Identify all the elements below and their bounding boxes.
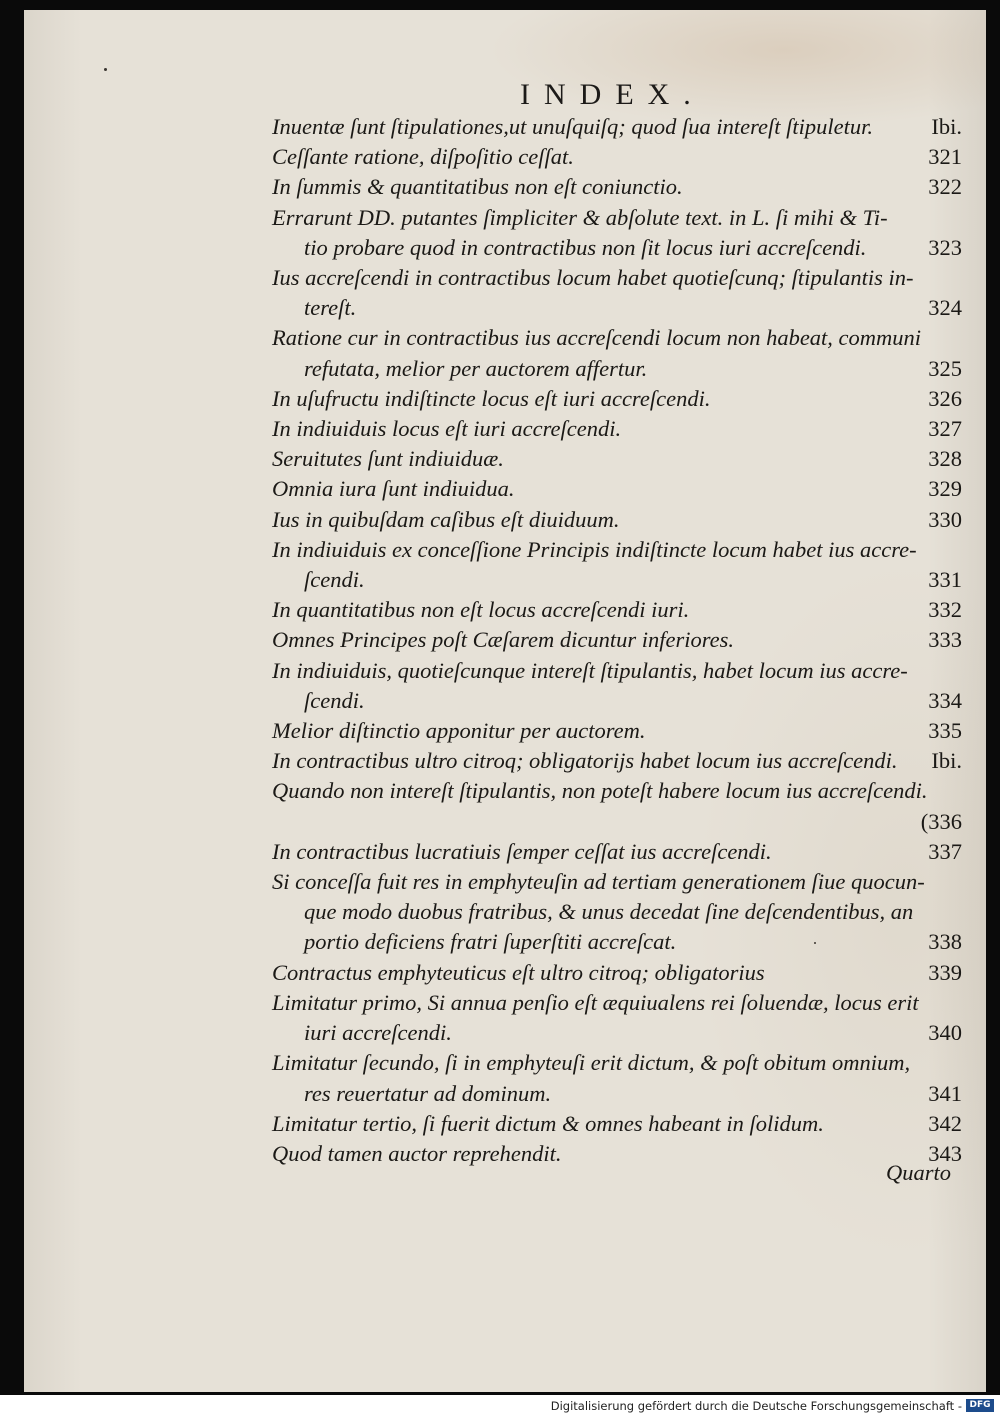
index-entry xyxy=(272,625,962,655)
entry-continuation-line xyxy=(272,897,962,927)
entry-text: Melior diſtinctio apponitur per auctorem. xyxy=(272,718,646,744)
entry-text: Omnia iura ſunt indiuidua. xyxy=(272,476,515,502)
index-entry xyxy=(272,203,962,263)
entry-line xyxy=(272,716,962,746)
entry-line xyxy=(272,595,962,625)
index-entry xyxy=(272,474,962,504)
page-heading: INDEX. xyxy=(520,78,705,111)
entry-line xyxy=(272,474,962,504)
index-entry xyxy=(272,716,962,746)
entry-text: Omnes Principes poſt Cæſarem dicuntur inferiores. xyxy=(272,627,735,653)
entry-text: Limitatur primo, Si annua penſio eſt æquiualens rei ſoluendæ, locus erit xyxy=(272,989,919,1015)
index-entry xyxy=(272,444,962,474)
index-entry xyxy=(272,867,962,958)
footer-bar xyxy=(0,1395,1000,1417)
entry-text: iuri accreſcendi. xyxy=(304,1020,452,1046)
entry-text: In uſufructu indiſtincte locus eſt iuri accreſcendi. xyxy=(272,385,711,411)
index-entry xyxy=(272,384,962,414)
entry-text: In contractibus ultro citroq; obligatorijs habet locum ius accreſcendi. xyxy=(272,748,898,774)
index-entry xyxy=(272,142,962,172)
entry-text: refutata, melior per auctorem affertur. xyxy=(304,355,648,381)
entry-number: 341 xyxy=(928,1080,962,1106)
entry-text: Ius in quibuſdam caſibus eſt diuiduum. xyxy=(272,506,620,532)
entry-line xyxy=(272,1139,962,1169)
entry-line xyxy=(272,958,962,988)
index-entry xyxy=(272,1109,962,1139)
entry-number: 330 xyxy=(928,506,962,532)
index-entry xyxy=(272,263,962,323)
entry-text: Quod tamen auctor reprehendit. xyxy=(272,1140,562,1166)
entry-text: Ratione cur in contractibus ius accreſcendi locum non habeat, communi xyxy=(272,325,922,351)
entry-continuation-line xyxy=(272,807,962,837)
index-entry xyxy=(272,958,962,988)
entry-number: 337 xyxy=(928,838,962,864)
entry-line xyxy=(272,988,962,1018)
entry-number: 332 xyxy=(928,597,962,623)
entry-number: 335 xyxy=(928,718,962,744)
entry-number: 327 xyxy=(928,416,962,442)
entry-line xyxy=(272,323,962,353)
entry-number: 325 xyxy=(928,355,962,381)
dfg-logo-icon: DFG xyxy=(966,1399,994,1412)
entry-line xyxy=(272,142,962,172)
entry-line xyxy=(272,444,962,474)
funding-notice: Digitalisierung gefördert durch die Deutsche Forschungsgemeinschaft - xyxy=(550,1399,962,1413)
entry-text: Contractus emphyteuticus eſt ultro citroq; obligatorius xyxy=(272,959,765,985)
entry-line xyxy=(272,535,962,565)
index-entry xyxy=(272,656,962,716)
entry-number: 338 xyxy=(928,929,962,955)
entry-text: tereſt. xyxy=(304,295,357,321)
catchword: Quarto xyxy=(886,1160,952,1185)
entry-text: ſcendi. xyxy=(304,567,365,593)
entry-line xyxy=(272,867,962,897)
entry-line xyxy=(272,656,962,686)
entry-number: 340 xyxy=(928,1020,962,1046)
entry-text: Si conceſſa fuit res in emphyteuſin ad tertiam generationem ſiue quocun- xyxy=(272,869,925,895)
entry-number: Ibi. xyxy=(931,748,962,774)
index-entry xyxy=(272,776,962,836)
entry-line xyxy=(272,263,962,293)
entry-text: Limitatur tertio, ſi fuerit dictum & omnes habeant in ſolidum. xyxy=(272,1110,824,1136)
entry-line xyxy=(272,505,962,535)
entry-text: In indiuiduis locus eſt iuri accreſcendi. xyxy=(272,416,622,442)
entry-text: ſcendi. xyxy=(304,687,365,713)
ink-speck xyxy=(104,68,107,71)
entry-line xyxy=(272,625,962,655)
entry-text: Ceſſante ratione, diſpoſitio ceſſat. xyxy=(272,144,574,170)
entry-number: 343 xyxy=(928,1140,962,1166)
entry-continuation-line xyxy=(272,233,962,263)
entry-number: 322 xyxy=(928,174,962,200)
entry-text: Ius accreſcendi in contractibus locum habet quotieſcunq; ſtipulantis in- xyxy=(272,265,914,291)
entry-line xyxy=(272,1048,962,1078)
entry-number: 333 xyxy=(928,627,962,653)
entry-number: 326 xyxy=(928,385,962,411)
entry-text: portio deficiens fratri ſuperſtiti accreſcat. xyxy=(304,929,677,955)
entry-continuation-line xyxy=(272,293,962,323)
entry-number: 339 xyxy=(928,959,962,985)
entry-number: 331 xyxy=(928,567,962,593)
entry-line xyxy=(272,1109,962,1139)
entry-line xyxy=(272,203,962,233)
entry-continuation-line xyxy=(272,1079,962,1109)
entry-line xyxy=(272,746,962,776)
entry-text: tio probare quod in contractibus non ſit locus iuri accreſcendi. xyxy=(304,234,867,260)
entry-continuation-line xyxy=(272,565,962,595)
index-entry xyxy=(272,535,962,595)
index-entry xyxy=(272,595,962,625)
entry-continuation-line xyxy=(272,354,962,384)
entry-text: Quando non intereſt ſtipulantis, non poteſt habere locum ius accreſcendi. xyxy=(272,778,928,804)
entry-line xyxy=(272,776,962,806)
entry-text: In indiuiduis, quotieſcunque intereſt ſtipulantis, habet locum ius accre- xyxy=(272,657,908,683)
entry-text: Seruitutes ſunt indiuiduæ. xyxy=(272,446,504,472)
index-entry xyxy=(272,323,962,383)
entry-line xyxy=(272,414,962,444)
entry-text: que modo duobus fratribus, & unus decedat ſine deſcendentibus, an xyxy=(304,899,914,925)
entry-number: 323 xyxy=(928,234,962,260)
entry-line xyxy=(272,837,962,867)
index-entry xyxy=(272,837,962,867)
index-entries xyxy=(272,112,962,1169)
index-entry xyxy=(272,414,962,444)
entry-continuation-line xyxy=(272,686,962,716)
entry-text: Errarunt DD. putantes ſimpliciter & abſolute text. in L. ſi mihi & Ti- xyxy=(272,204,888,230)
index-entry xyxy=(272,112,962,142)
index-entry xyxy=(272,746,962,776)
entry-number: Ibi. xyxy=(931,114,962,139)
entry-text: res reuertatur ad dominum. xyxy=(304,1080,552,1106)
index-entry xyxy=(272,172,962,202)
entry-number: 328 xyxy=(928,446,962,472)
entry-text: In quantitatibus non eſt locus accreſcendi iuri. xyxy=(272,597,690,623)
index-entry xyxy=(272,1139,962,1169)
entry-text: In ſummis & quantitatibus non eſt coniunctio. xyxy=(272,174,683,200)
entry-number: 334 xyxy=(928,687,962,713)
entry-number: 324 xyxy=(928,295,962,321)
entry-line xyxy=(272,172,962,202)
index-entry xyxy=(272,1048,962,1108)
entry-text: Limitatur ſecundo, ſi in emphyteuſi erit dictum, & poſt obitum omnium, xyxy=(272,1050,911,1076)
entry-continuation-line xyxy=(272,927,962,957)
entry-number: 321 xyxy=(928,144,962,170)
entry-text: In indiuiduis ex conceſſione Principis indiſtincte locum habet ius accre- xyxy=(272,536,917,562)
entry-number: (336 xyxy=(920,808,962,834)
entry-continuation-line xyxy=(272,1018,962,1048)
entry-number: 329 xyxy=(928,476,962,502)
entry-text: In contractibus lucratiuis ſemper ceſſat ius accreſcendi. xyxy=(272,838,772,864)
index-entry xyxy=(272,988,962,1048)
entry-line xyxy=(272,112,962,142)
entry-text: Inuentæ ſunt ſtipulationes,ut unuſquiſq; quod ſua intereſt ſtipuletur. xyxy=(272,114,874,139)
entry-number: 342 xyxy=(928,1110,962,1136)
index-entry xyxy=(272,505,962,535)
entry-line xyxy=(272,384,962,414)
